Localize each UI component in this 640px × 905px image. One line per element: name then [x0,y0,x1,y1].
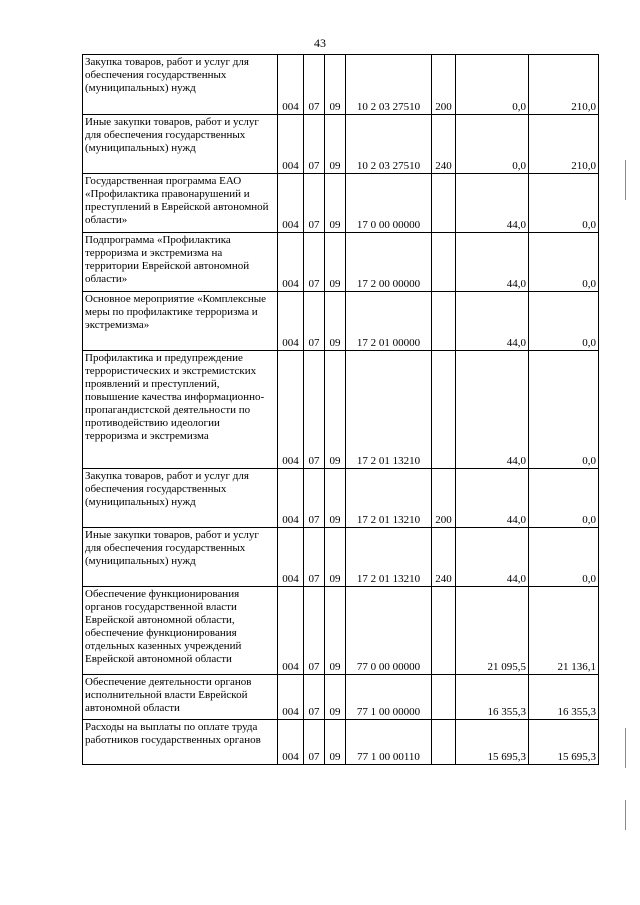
expense-type-code [432,675,456,720]
amount-1: 44,0 [456,292,529,351]
subsection-code: 09 [325,528,346,587]
expense-type-code: 240 [432,115,456,174]
table-row [83,115,599,174]
row-name: Иные закупки товаров, работ и услуг для обеспечения государственных (муниципальных) нужд [83,528,278,587]
amount-2: 0,0 [529,351,599,469]
subsection-code: 09 [325,675,346,720]
amount-2: 210,0 [529,55,599,115]
amount-1: 15 695,3 [456,720,529,765]
row-name: Иные закупки товаров, работ и услуг для обеспечения государственных (муниципальных) нужд [83,115,278,174]
program-code: 17 2 01 13210 [346,351,432,469]
subsection-code: 09 [325,469,346,528]
amount-1: 44,0 [456,528,529,587]
ministry-code: 004 [278,528,304,587]
section-code: 07 [304,351,325,469]
amount-1: 21 095,5 [456,587,529,675]
row-name: Закупка товаров, работ и услуг для обеспечения государственных (муниципальных) нужд [83,469,278,528]
amount-2: 0,0 [529,233,599,292]
section-code: 07 [304,720,325,765]
expense-type-code [432,351,456,469]
table-row [83,587,599,675]
subsection-code: 09 [325,115,346,174]
row-name: Профилактика и предупреждение террористических и экстремистских проявлений и преступлений, повышение качества информационно-пропагандистской деятельности по противодействию идеологии терроризма и экстремизма [83,351,278,469]
program-code: 77 0 00 00000 [346,587,432,675]
expense-type-code: 200 [432,469,456,528]
table-row [83,55,599,115]
ministry-code: 004 [278,115,304,174]
page-number: 43 [314,36,326,50]
section-code: 07 [304,587,325,675]
program-code: 77 1 00 00110 [346,720,432,765]
table-row [83,292,599,351]
row-name: Обеспечение деятельности органов исполнительной власти Еврейской автономной области [83,675,278,720]
amount-1: 16 355,3 [456,675,529,720]
section-code: 07 [304,675,325,720]
ministry-code: 004 [278,587,304,675]
budget-table [82,54,599,765]
row-name: Расходы на выплаты по оплате труда работников государственных органов [83,720,278,765]
program-code: 10 2 03 27510 [346,115,432,174]
amount-1: 0,0 [456,115,529,174]
row-name: Обеспечение функционирования органов государственной власти Еврейской автономной области, обеспечение функционирования отдельных казенных учреждений Еврейской автономной области [83,587,278,675]
amount-1: 44,0 [456,233,529,292]
ministry-code: 004 [278,469,304,528]
program-code: 17 0 00 00000 [346,174,432,233]
table-row [83,233,599,292]
amount-2: 0,0 [529,528,599,587]
row-name: Подпрограмма «Профилактика терроризма и экстремизма на территории Еврейской автономной области» [83,233,278,292]
table-row [83,720,599,765]
subsection-code: 09 [325,292,346,351]
amount-2: 16 355,3 [529,675,599,720]
row-name: Государственная программа ЕАО «Профилактика правонарушений и преступлений в Еврейской автономной области» [83,174,278,233]
subsection-code: 09 [325,720,346,765]
program-code: 17 2 01 13210 [346,469,432,528]
expense-type-code [432,720,456,765]
section-code: 07 [304,469,325,528]
ministry-code: 004 [278,720,304,765]
amount-2: 0,0 [529,174,599,233]
scan-edge-mark [625,800,626,830]
amount-1: 44,0 [456,174,529,233]
section-code: 07 [304,233,325,292]
ministry-code: 004 [278,233,304,292]
table-row [83,351,599,469]
expense-type-code [432,587,456,675]
section-code: 07 [304,292,325,351]
subsection-code: 09 [325,174,346,233]
row-name: Закупка товаров, работ и услуг для обеспечения государственных (муниципальных) нужд [83,55,278,115]
row-name: Основное мероприятие «Комплексные меры по профилактике терроризма и экстремизма» [83,292,278,351]
section-code: 07 [304,528,325,587]
expense-type-code: 240 [432,528,456,587]
scan-edge-mark [625,160,626,200]
program-code: 17 2 01 13210 [346,528,432,587]
ministry-code: 004 [278,292,304,351]
table-row [83,469,599,528]
program-code: 17 2 00 00000 [346,233,432,292]
section-code: 07 [304,174,325,233]
subsection-code: 09 [325,55,346,115]
table-row [83,675,599,720]
table-row [83,528,599,587]
amount-2: 0,0 [529,292,599,351]
scan-edge-mark [625,728,626,768]
program-code: 10 2 03 27510 [346,55,432,115]
amount-2: 210,0 [529,115,599,174]
amount-2: 0,0 [529,469,599,528]
amount-1: 0,0 [456,55,529,115]
amount-1: 44,0 [456,469,529,528]
amount-2: 21 136,1 [529,587,599,675]
program-code: 17 2 01 00000 [346,292,432,351]
section-code: 07 [304,115,325,174]
ministry-code: 004 [278,55,304,115]
amount-1: 44,0 [456,351,529,469]
subsection-code: 09 [325,587,346,675]
expense-type-code [432,174,456,233]
subsection-code: 09 [325,233,346,292]
ministry-code: 004 [278,174,304,233]
section-code: 07 [304,55,325,115]
amount-2: 15 695,3 [529,720,599,765]
subsection-code: 09 [325,351,346,469]
expense-type-code [432,233,456,292]
table-row [83,174,599,233]
ministry-code: 004 [278,675,304,720]
expense-type-code [432,292,456,351]
program-code: 77 1 00 00000 [346,675,432,720]
expense-type-code: 200 [432,55,456,115]
ministry-code: 004 [278,351,304,469]
